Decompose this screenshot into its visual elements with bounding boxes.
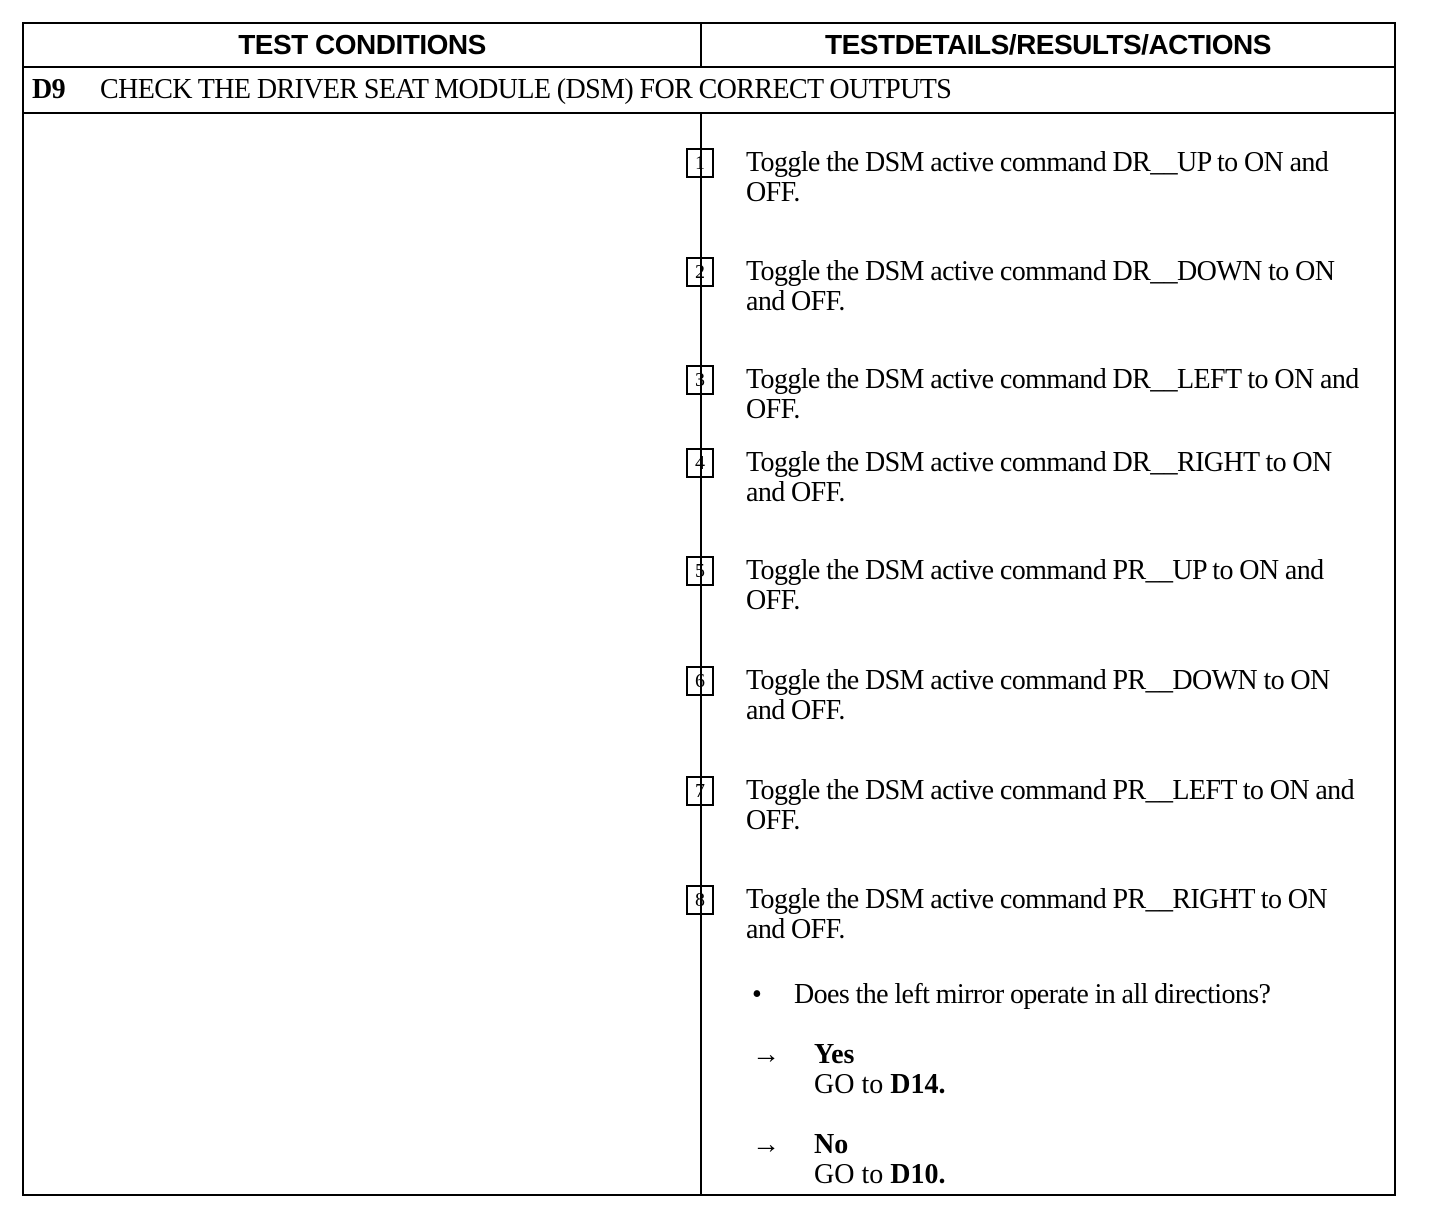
answer-goto (814, 1160, 945, 1190)
answer-goto (814, 1070, 945, 1100)
step-number-box: 8 (686, 885, 714, 915)
step-number-box: 4 (686, 448, 714, 478)
step-title: CHECK THE DRIVER SEAT MODULE (DSM) FOR CORRECT OUTPUTS (100, 74, 952, 105)
answer-label: Yes (814, 1039, 855, 1070)
goto-prefix: GO to (814, 1159, 884, 1190)
step-number-box: 2 (686, 257, 714, 287)
step-text: Toggle the DSM active command PR__LEFT to ON and OFF. (746, 775, 1354, 836)
arrow-right-icon: → (752, 1039, 780, 1070)
header-test-details: TESTDETAILS/RESULTS/ACTIONS (825, 29, 1271, 60)
step-text: Toggle the DSM active command DR__DOWN to ON and OFF. (746, 256, 1335, 317)
answer-label: No (814, 1129, 849, 1160)
arrow-right-icon: → (752, 1129, 780, 1160)
step-text: Toggle the DSM active command DR__LEFT to ON and OFF. (746, 364, 1359, 425)
step-text: Toggle the DSM active command DR__RIGHT to ON and OFF. (746, 447, 1332, 508)
step-number-box: 3 (686, 365, 714, 395)
step-text: Toggle the DSM active command PR__DOWN to ON and OFF. (746, 665, 1330, 726)
goto-prefix: GO to (814, 1069, 884, 1100)
goto-target: D10. (890, 1159, 946, 1190)
step-text: Toggle the DSM active command PR__RIGHT to ON and OFF. (746, 884, 1328, 945)
step-number-box: 7 (686, 776, 714, 806)
step-number-box: 6 (686, 666, 714, 696)
column-divider-header (700, 24, 702, 66)
step-title-row (24, 68, 1394, 114)
bullet-icon: • (752, 979, 762, 1010)
goto-target: D14. (890, 1069, 946, 1100)
question-text: Does the left mirror operate in all directions? (794, 979, 1271, 1010)
table-header-row (24, 24, 1394, 68)
step-code: D9 (32, 74, 66, 105)
step-number-box: 1 (686, 148, 714, 178)
step-text: Toggle the DSM active command PR__UP to ON and OFF. (746, 555, 1324, 616)
step-text: Toggle the DSM active command DR__UP to ON and OFF. (746, 147, 1329, 208)
header-test-conditions: TEST CONDITIONS (238, 29, 486, 60)
step-number-box: 5 (686, 556, 714, 586)
